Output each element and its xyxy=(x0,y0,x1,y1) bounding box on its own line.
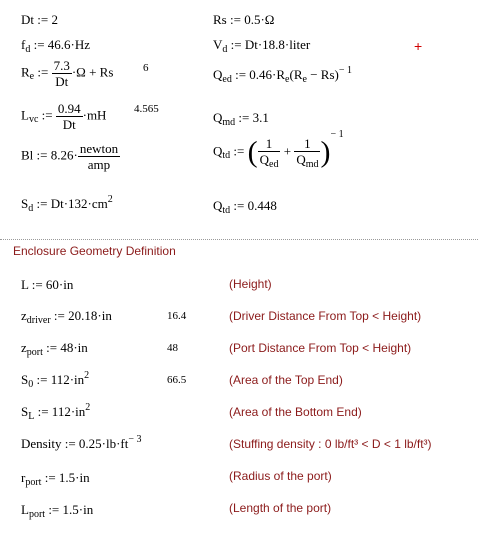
fraction-numerator: newton xyxy=(79,141,119,156)
fraction-numerator: 1 xyxy=(294,136,320,152)
var-name: Q xyxy=(213,110,223,125)
var-superscript: 2 xyxy=(84,370,90,381)
fraction xyxy=(294,136,320,169)
assign-op: := xyxy=(33,196,51,211)
fraction-denominator: amp xyxy=(87,157,111,172)
assign-op: := xyxy=(227,37,245,52)
assign-op: := xyxy=(45,502,63,517)
equation-re[interactable] xyxy=(21,58,113,89)
var-subscript: vc xyxy=(28,114,39,126)
var-value: 0.448 xyxy=(247,198,277,213)
var-value: 1.5·in xyxy=(58,470,90,485)
equation-height[interactable] xyxy=(21,277,73,293)
comment-rport: (Radius of the port) xyxy=(229,469,332,483)
assign-op: := xyxy=(231,67,250,82)
comment-zdriver: (Driver Distance From Top < Height) xyxy=(229,309,422,323)
var-superscript: − 1 xyxy=(338,65,352,76)
fraction-denominator xyxy=(258,152,281,169)
var-subscript: e xyxy=(29,71,35,83)
var-subscript: md xyxy=(222,117,236,128)
var-value: 48·in xyxy=(60,340,88,355)
assign-op: := xyxy=(230,198,248,213)
equation-lport[interactable] xyxy=(21,502,93,518)
equation-qed[interactable] xyxy=(213,67,352,83)
assign-op: := xyxy=(230,143,248,159)
comment-zport: (Port Distance From Top < Height) xyxy=(229,341,412,355)
var-name: V xyxy=(213,37,223,52)
var-subscript: d xyxy=(222,44,228,55)
assign-op: := xyxy=(41,470,59,485)
var-value: 20.18·in xyxy=(68,308,112,323)
right-paren: ) xyxy=(320,135,331,169)
var-subscript: port xyxy=(28,509,46,520)
comment-sl: (Area of the Bottom End) xyxy=(229,405,362,419)
equation-zdriver[interactable] xyxy=(21,308,112,324)
result-s0: 66.5 xyxy=(167,374,187,386)
assign-op: := xyxy=(38,107,56,123)
var-value: 3.1 xyxy=(252,110,269,125)
var-name: z xyxy=(21,308,27,323)
var-name: Rs xyxy=(213,12,227,27)
fraction xyxy=(52,58,72,89)
equation-s0[interactable] xyxy=(21,372,89,388)
equation-rs[interactable] xyxy=(213,12,274,28)
result-zport: 48 xyxy=(167,342,178,354)
paren-expression: − Rs) xyxy=(306,67,339,82)
comment-lport: (Length of the port) xyxy=(229,501,332,515)
assign-op: := xyxy=(34,12,52,27)
var-superscript: − 3 xyxy=(128,434,142,445)
var-name: Q xyxy=(296,152,306,167)
assign-op: := xyxy=(34,64,52,80)
var-value: 1.5·in xyxy=(62,502,94,517)
var-superscript: 2 xyxy=(85,402,91,413)
left-paren: ( xyxy=(247,135,258,169)
assign-op: := xyxy=(34,404,52,419)
var-name: Dt xyxy=(21,12,34,27)
var-name: L xyxy=(21,277,29,292)
assign-op: := xyxy=(235,110,253,125)
fraction-denominator: Dt xyxy=(55,74,69,89)
var-name: L xyxy=(21,107,29,123)
var-value: Dt·132·cm xyxy=(50,196,108,211)
var-subscript: ed xyxy=(269,159,279,170)
fraction-denominator: Dt xyxy=(62,117,76,132)
var-subscript: L xyxy=(28,411,35,422)
result-zdriver: 16.4 xyxy=(167,310,187,322)
equation-density[interactable] xyxy=(21,436,142,452)
fraction xyxy=(56,101,83,132)
equation-bl[interactable] xyxy=(21,141,120,172)
var-name: Density xyxy=(21,436,62,451)
equation-rport[interactable] xyxy=(21,470,90,486)
var-name: Bl xyxy=(21,147,34,163)
assign-op: := xyxy=(42,340,61,355)
crosshair-cursor: + xyxy=(414,38,423,54)
var-subscript: e xyxy=(302,74,307,85)
equation-vd[interactable] xyxy=(213,37,310,53)
var-name: R xyxy=(21,64,30,80)
var-subscript: port xyxy=(26,347,43,358)
var-name: Q xyxy=(213,143,223,159)
equation-fd[interactable] xyxy=(21,37,90,53)
var-value: 0.5·Ω xyxy=(244,12,275,27)
assign-op: := xyxy=(33,147,51,163)
var-value: 0.46·R xyxy=(249,67,286,82)
assign-op: := xyxy=(50,308,69,323)
var-subscript: d xyxy=(28,203,34,214)
var-subscript: ed xyxy=(222,74,232,85)
assign-op: := xyxy=(226,12,245,27)
var-value: Dt·18.8·liter xyxy=(244,37,311,52)
equation-dt[interactable] xyxy=(21,12,58,28)
fraction-denominator xyxy=(294,152,320,169)
var-name: f xyxy=(21,37,26,52)
equation-lvc[interactable] xyxy=(21,101,106,132)
var-value: 2 xyxy=(51,12,58,27)
result-re: 6 xyxy=(143,62,149,74)
var-value: ·Ω + Rs xyxy=(71,64,114,80)
assign-op: := xyxy=(61,436,79,451)
paren-expression: (R xyxy=(289,67,303,82)
var-name: L xyxy=(21,502,29,517)
var-value: 112·in xyxy=(50,372,85,387)
var-subscript: td xyxy=(222,205,231,216)
equation-qtd-definition[interactable] xyxy=(213,129,344,170)
region-separator xyxy=(0,239,478,240)
assign-op: := xyxy=(28,277,46,292)
plus-operator: + xyxy=(283,143,292,159)
result-lvc: 4.565 xyxy=(134,103,159,115)
var-name: Q xyxy=(213,198,223,213)
comment-height: (Height) xyxy=(229,277,272,291)
assign-op: := xyxy=(30,37,48,52)
var-name: Q xyxy=(213,67,223,82)
var-value: 46.6·Hz xyxy=(47,37,91,52)
var-name: S xyxy=(21,372,29,387)
fraction xyxy=(258,136,281,169)
equation-qtd-result[interactable] xyxy=(213,198,277,214)
comment-s0: (Area of the Top End) xyxy=(229,373,343,387)
var-subscript: 0 xyxy=(28,379,34,390)
var-subscript: e xyxy=(285,74,290,85)
var-subscript: td xyxy=(222,150,231,162)
comment-density: (Stuffing density : 0 lb/ft³ < D < 1 lb/ft³) xyxy=(229,437,432,451)
assign-op: := xyxy=(33,372,51,387)
fraction xyxy=(78,141,120,172)
section-heading: Enclosure Geometry Definition xyxy=(13,244,176,258)
var-subscript: md xyxy=(305,159,319,170)
equation-sd[interactable] xyxy=(21,196,113,212)
fraction-numerator: 1 xyxy=(258,136,281,152)
var-superscript: − 1 xyxy=(330,129,344,141)
var-value: ·mH xyxy=(82,107,107,123)
var-subscript: d xyxy=(25,44,31,55)
equation-qmd[interactable] xyxy=(213,110,269,126)
var-value: 8.26· xyxy=(50,147,78,163)
var-subscript: port xyxy=(25,477,42,488)
var-value: 112·in xyxy=(51,404,86,419)
var-subscript: driver xyxy=(26,315,51,326)
fraction-numerator: 0.94 xyxy=(57,101,81,116)
var-value: 0.25·lb·ft xyxy=(78,436,129,451)
var-name: S xyxy=(21,404,29,419)
equation-sl[interactable] xyxy=(21,404,90,420)
var-value: 60·in xyxy=(45,277,74,292)
var-name: Q xyxy=(259,152,270,167)
var-name: r xyxy=(21,470,26,485)
fraction-numerator: 7.3 xyxy=(53,58,70,73)
var-name: z xyxy=(21,340,27,355)
var-superscript: 2 xyxy=(107,194,113,205)
equation-zport[interactable] xyxy=(21,340,88,356)
var-name: S xyxy=(21,196,29,211)
